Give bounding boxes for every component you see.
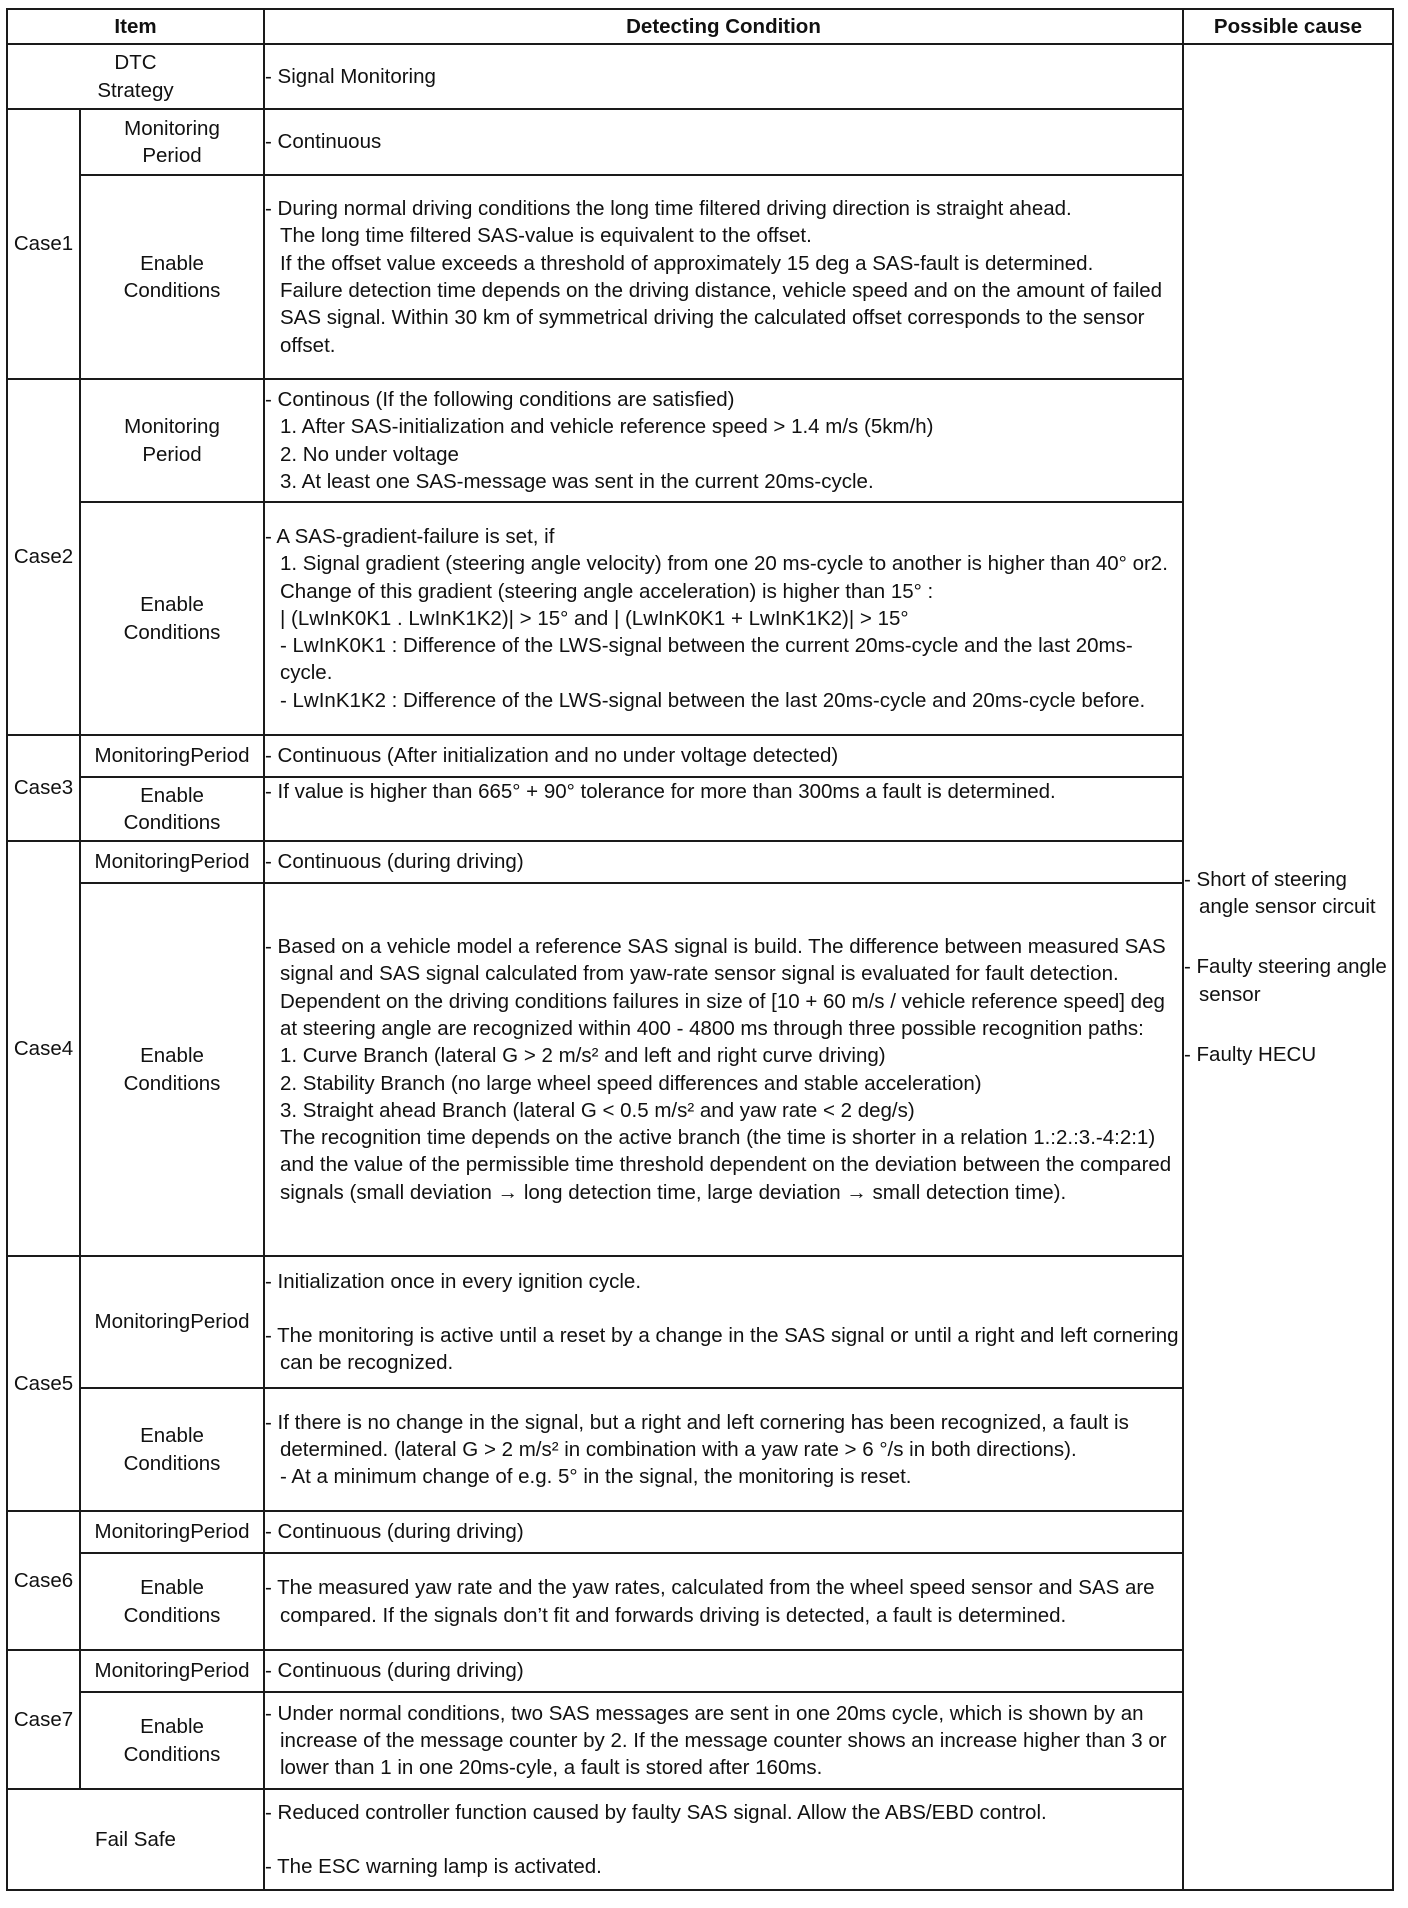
header-item: Item: [7, 9, 264, 44]
enable-conditions-label: Enable Conditions: [80, 175, 264, 379]
fail-safe-label: Fail Safe: [7, 1789, 264, 1890]
enable-conditions-label: Enable Conditions: [80, 883, 264, 1256]
enable-conditions-value: - If value is higher than 665° + 90° tolerance for more than 300ms a fault is determined.: [264, 777, 1183, 841]
enable-conditions-label: Enable Conditions: [80, 1553, 264, 1650]
monitoring-period-value: - Continuous (during driving): [264, 1650, 1183, 1692]
monitoring-period-value: - Continuous (After initialization and no under voltage detected): [264, 735, 1183, 777]
cause-item: - Faulty HECU: [1184, 1042, 1317, 1066]
monitoring-period-value: - Initialization once in every ignition cycle. - The monitoring is active until a reset by a change in the SAS signal or until a right and left cornering can be recognized.: [264, 1256, 1183, 1388]
monitoring-period-label: MonitoringPeriod: [80, 1256, 264, 1388]
enable-conditions-label: Enable Conditions: [80, 1388, 264, 1511]
case-label: Case3: [7, 735, 80, 841]
monitoring-period-label: Monitoring Period: [80, 109, 264, 175]
case-label: Case6: [7, 1511, 80, 1650]
enable-conditions-value: - If there is no change in the signal, but a right and left cornering has been recognized, a fault is determined. (lateral G > 2 m/s² in combination with a yaw rate > 6 °/s in both directions). - At a minimum change of e.g. 5° in the signal, the monitoring is reset.: [264, 1388, 1183, 1511]
case-label: Case7: [7, 1650, 80, 1789]
enable-conditions-value: - The measured yaw rate and the yaw rates, calculated from the wheel speed sensor and SAS are compared. If the signals don’t fit and forwards driving is detected, a fault is determined.: [264, 1553, 1183, 1650]
dtc-table: [6, 8, 1394, 1891]
monitoring-period-label: MonitoringPeriod: [80, 735, 264, 777]
enable-conditions-label: Enable Conditions: [80, 502, 264, 735]
table-row: [7, 44, 1393, 109]
case-label: Case5: [7, 1256, 80, 1511]
monitoring-period-value: - Continuous: [264, 109, 1183, 175]
monitoring-period-value: - Continuous (during driving): [264, 1511, 1183, 1553]
enable-conditions-value: - Based on a vehicle model a reference SAS signal is build. The difference between measured SAS signal and SAS signal calculated from yaw-rate sensor signal is evaluated for fault detection. Dependent on the driving conditions failures in size of [10 + 60 m/s / vehicle reference speed] deg at steering angle are recognized within 400 - 4800 ms through three possible recognition paths: 1. Curve Branch (lateral G > 2 m/s² and left and right curve driving) 2. Stability Branch (no large wheel speed differences and stable acceleration) 3. Straight ahead Branch (lateral G < 0.5 m/s² and yaw rate < 2 deg/s) The recognition time depends on the active branch (the time is shorter in a relation 1.:2.:3.-4:2:1) and the value of the permissible time threshold dependent on the deviation between the compared signals (small deviation → long detection time, large deviation → small detection time).: [264, 883, 1183, 1256]
header-row: [7, 9, 1393, 44]
case-label: Case2: [7, 379, 80, 735]
enable-conditions-label: Enable Conditions: [80, 777, 264, 841]
dtc-strategy-label: DTC Strategy: [7, 44, 264, 109]
enable-conditions-value: - A SAS-gradient-failure is set, if 1. Signal gradient (steering angle velocity) from one 20 ms-cycle to another is higher than 40° or2. Change of this gradient (steering angle acceleration) is higher than 15° : | (LwInK0K1 . LwInK1K2)| > 15° and | (LwInK0K1 + LwInK1K2)| > 15° - LwInK0K1 : Difference of the LWS-signal between the current 20ms-cycle and the last 20ms-cycle. - LwInK1K2 : Difference of the LWS-signal between the last 20ms-cycle and 20ms-cycle before.: [264, 502, 1183, 735]
enable-conditions-value: - Under normal conditions, two SAS messages are sent in one 20ms cycle, which is shown by an increase of the message counter by 2. If the message counter shows an increase higher than 3 or lower than 1 in one 20ms-cyle, a fault is stored after 160ms.: [264, 1692, 1183, 1789]
monitoring-period-value: - Continous (If the following conditions are satisfied) 1. After SAS-initialization and vehicle reference speed > 1.4 m/s (5km/h) 2. No under voltage 3. At least one SAS-message was sent in the current 20ms-cycle.: [264, 379, 1183, 502]
monitoring-period-label: Monitoring Period: [80, 379, 264, 502]
case-label: Case4: [7, 841, 80, 1256]
header-possible-cause: Possible cause: [1183, 9, 1393, 44]
enable-conditions-label: Enable Conditions: [80, 1692, 264, 1789]
monitoring-period-value: - Continuous (during driving): [264, 841, 1183, 883]
dtc-strategy-value: - Signal Monitoring: [264, 44, 1183, 109]
cause-item: - Short of steering angle sensor circuit: [1184, 867, 1376, 919]
cause-item: - Faulty steering angle sensor: [1184, 955, 1387, 1006]
case-label: Case1: [7, 109, 80, 379]
fail-safe-value: - Reduced controller function caused by faulty SAS signal. Allow the ABS/EBD control. - The ESC warning lamp is activated.: [264, 1789, 1183, 1890]
monitoring-period-label: MonitoringPeriod: [80, 1511, 264, 1553]
possible-cause-cell: [1183, 44, 1393, 1890]
enable-conditions-value: - During normal driving conditions the long time filtered driving direction is straight ahead. The long time filtered SAS-value is equivalent to the offset. If the offset value exceeds a threshold of approximately 15 deg a SAS-fault is determined. Failure detection time depends on the driving distance, vehicle speed and on the amount of failed SAS signal. Within 30 km of symmetrical driving the calculated offset corresponds to the sensor offset.: [264, 175, 1183, 379]
monitoring-period-label: MonitoringPeriod: [80, 1650, 264, 1692]
header-detecting-condition: Detecting Condition: [264, 9, 1183, 44]
monitoring-period-label: MonitoringPeriod: [80, 841, 264, 883]
